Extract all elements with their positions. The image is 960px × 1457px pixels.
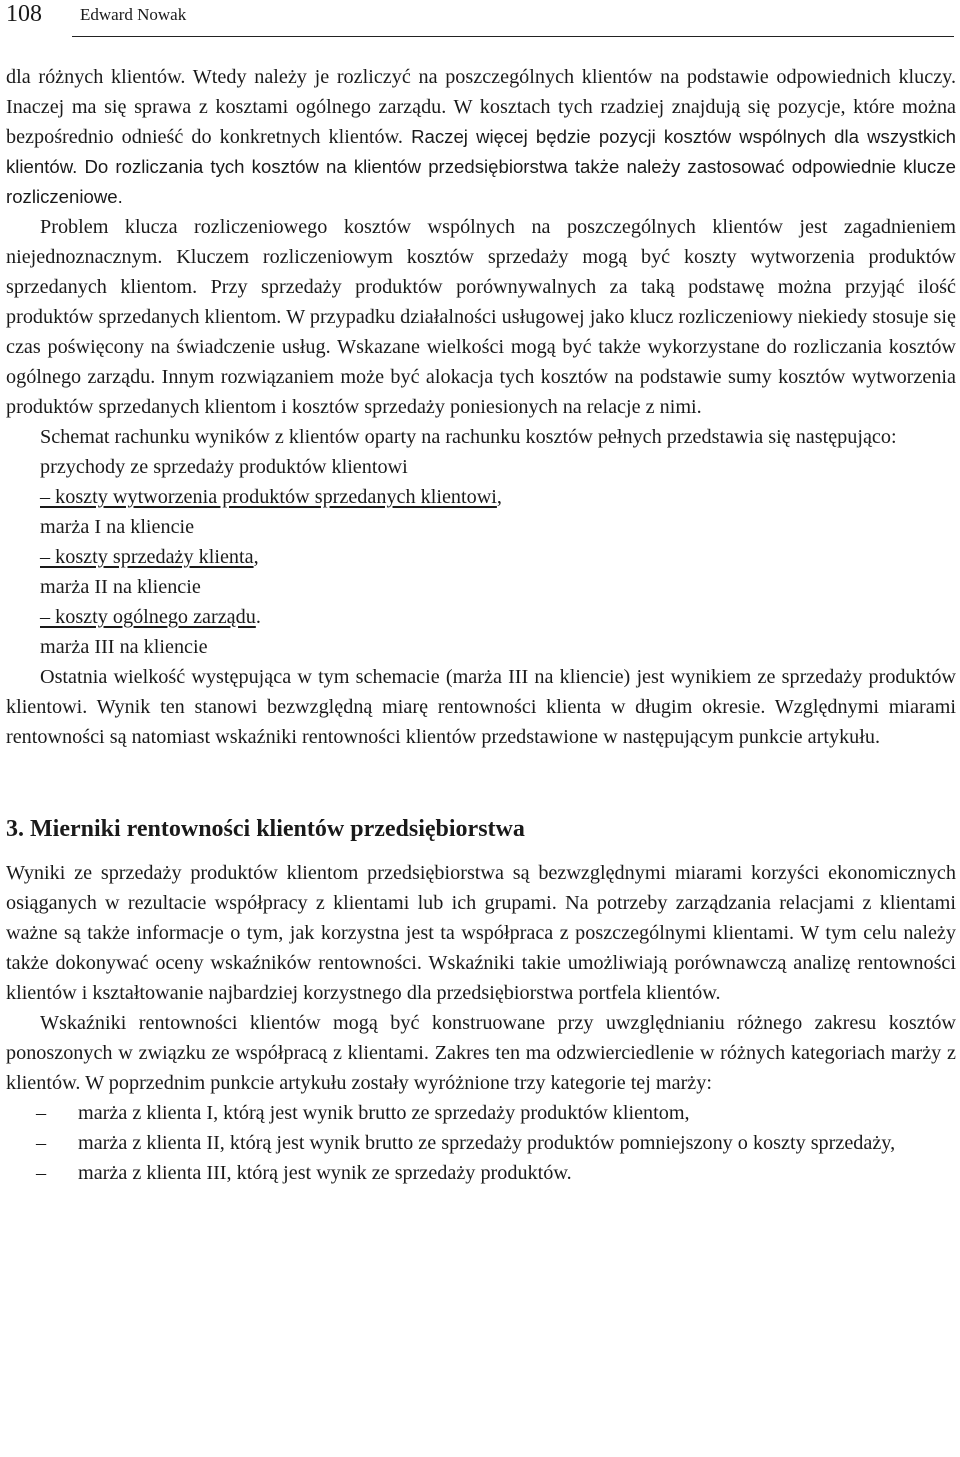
margin-categories-list xyxy=(6,1098,956,1188)
paragraph-intro xyxy=(6,62,956,212)
schema-line: marża I na kliencie xyxy=(40,516,195,538)
paragraph-section-intro: Wyniki ze sprzedaży produktów klientom przedsiębiorstwa są bezwzględnymi miarami korzyści ekonomicznych osiąganych w rezultacie współpracy z klientami lub ich grupami. Na potrzeby zarządzania relacjami z klientami ważne są także informacje o tym, jak korzystna jest ta współpraca z poszczególnymi klientami. W tym celu należy także dokonywać oceny wskaźników rentowności. Wskaźniki takie umożliwiają porównawczą analizę rentowności klientów i kształtowanie najbardziej korzystnego dla przedsiębiorstwa portfela klientów. xyxy=(6,862,956,1004)
schema-line: – koszty wytworzenia produktów sprzedanych klientowi, xyxy=(40,486,502,508)
paragraph-intro-sans: Raczej więcej będzie pozycji kosztów wspólnych dla wszystkich klientów. Do rozliczania tych kosztów na klientów przedsiębiorstwa także należy zastosować odpowiednie klucze rozliczeniowe. xyxy=(6,126,956,207)
schema-line: – koszty ogólnego zarządu. xyxy=(40,606,261,628)
schema-line: marża III na kliencie xyxy=(40,636,208,658)
schema-line: marża II na kliencie xyxy=(40,576,201,598)
page-header xyxy=(0,0,960,40)
list-item: – marża z klienta I, którą jest wynik brutto ze sprzedaży produktów klientom, xyxy=(6,1098,956,1128)
schema-line: przychody ze sprzedaży produktów klientowi xyxy=(40,456,408,478)
paragraph-margin-conclusion: Ostatnia wielkość występująca w tym schemacie (marża III na kliencie) jest wynikiem ze sprzedaży produktów klientowi. Wynik ten stanowi bezwzględną miarę rentowności klienta w długim okresie. Względnymi miarami rentowności są natomiast wskaźniki rentowności klientów przedstawione w następującym punkcie artykułu. xyxy=(6,666,956,748)
list-dash: – xyxy=(36,1162,47,1184)
list-item: – marża z klienta II, którą jest wynik brutto ze sprzedaży produktów pomniejszony o koszty sprzedaży, xyxy=(6,1128,956,1158)
header-rule xyxy=(72,36,954,37)
page-body xyxy=(6,62,956,1188)
schema-line: – koszty sprzedaży klienta, xyxy=(40,546,259,568)
paragraph-allocation-key: Problem klucza rozliczeniowego kosztów wspólnych na poszczególnych klientów jest zagadnieniem niejednoznacznym. Kluczem rozliczeniowym kosztów sprzedaży mogą być koszty wytworzenia produktów sprzedanych klientom. Przy sprzedaży produktów porównywalnych za taką podstawę można przyjąć ilość produktów sprzedanych klientom. W przypadku działalności usługowej jako klucz rozliczeniowy niekiedy stosuje się czas poświęcony na świadczenie usług. Wskazane wielkości mogą być także wykorzystane do rozliczania kosztów ogólnego zarządu. Innym rozwiązaniem może być alokacja tych kosztów na podstawie sumy kosztów wytworzenia produktów sprzedanych klientom i kosztów sprzedaży poniesionych na relacje z nimi. xyxy=(6,216,956,418)
paragraph-schema-intro: Schemat rachunku wyników z klientów oparty na rachunku kosztów pełnych przedstawia się następująco: xyxy=(40,426,897,448)
income-schema xyxy=(6,452,956,662)
list-dash: – xyxy=(36,1132,47,1154)
paragraph-indicators: Wskaźniki rentowności klientów mogą być konstruowane przy uwzględnianiu różnego zakresu kosztów ponoszonych w związku ze współpracą z klientami. Zakres ten ma odzwierciedlenie w różnych kategoriach marży z klientów. W poprzednim punkcie artykułu zostały wyróżnione trzy kategorie tej marży: xyxy=(6,1012,956,1094)
running-head-author: Edward Nowak xyxy=(80,5,187,24)
paragraph-intro-serif: dla różnych klientów. Wtedy należy je rozliczyć na poszczególnych klientów na podstawie odpowiednich kluczy. Inaczej ma się sprawa z kosztami ogólnego zarządu. W kosztach tych rzadziej znajdują się pozycje, które można bezpośrednio odnieść do konkretnych klientów. xyxy=(6,66,956,148)
list-dash: – xyxy=(36,1102,47,1124)
section-heading: 3. Mierniki rentowności klientów przedsiębiorstwa xyxy=(6,816,525,842)
page-number: 108 xyxy=(6,1,42,27)
list-item: – marża z klienta III, którą jest wynik ze sprzedaży produktów. xyxy=(6,1158,956,1188)
